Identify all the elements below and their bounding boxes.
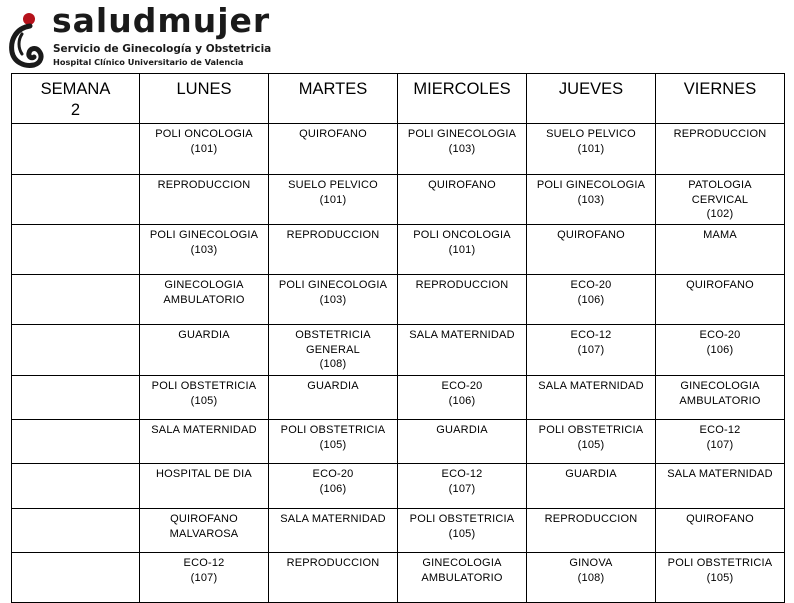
stylized-figure-logo-icon — [8, 10, 44, 68]
schedule-cell-tuesday — [269, 275, 398, 325]
cell-text-line: QUIROFANO — [686, 279, 754, 291]
cell-text-line: MALVAROSA — [169, 527, 239, 540]
cell-text-line: REPRODUCCION — [286, 557, 380, 569]
day-header-thursday: JUEVES — [527, 74, 656, 124]
cell-text-line: PATOLOGIA — [688, 179, 752, 191]
schedule-cell-wednesday — [398, 376, 527, 420]
schedule-cell-friday — [656, 225, 785, 275]
cell-text-line: (101) — [319, 193, 347, 206]
schedule-cell-tuesday — [269, 225, 398, 275]
cell-text-line: ECO-12 — [441, 468, 483, 480]
page-header — [0, 0, 794, 72]
cell-text-line: GUARDIA — [307, 380, 359, 392]
cell-text-line: (103) — [448, 142, 476, 155]
week-column-cell — [12, 225, 140, 275]
cell-text-line: (106) — [448, 394, 476, 407]
cell-text-line: POLI OBSTETRICIA — [151, 380, 257, 392]
schedule-cell-tuesday — [269, 420, 398, 464]
cell-text-line: POLI GINECOLOGIA — [149, 229, 259, 241]
cell-text-line: POLI GINECOLOGIA — [536, 179, 646, 191]
day-header-wednesday: MIERCOLES — [398, 74, 527, 124]
cell-text-line: ECO-20 — [699, 329, 741, 341]
cell-text-line: GINECOLOGIA — [422, 557, 502, 569]
cell-text-line: GUARDIA — [565, 468, 617, 480]
cell-text-line: QUIROFANO — [557, 229, 625, 241]
day-header-tuesday: MARTES — [269, 74, 398, 124]
table-row — [12, 376, 785, 420]
table-row — [12, 509, 785, 553]
schedule-cell-wednesday — [398, 175, 527, 225]
cell-text-line: (105) — [448, 527, 476, 540]
schedule-cell-thursday — [527, 509, 656, 553]
schedule-cell-tuesday — [269, 464, 398, 509]
schedule-cell-monday — [140, 376, 269, 420]
cell-text-line: (107) — [448, 482, 476, 495]
schedule-cell-friday — [656, 275, 785, 325]
cell-text-line: GENERAL — [306, 343, 360, 356]
cell-text-line: (107) — [577, 343, 605, 356]
schedule-cell-friday — [656, 175, 785, 225]
cell-text-line: CERVICAL — [691, 193, 749, 206]
cell-text-line: (103) — [577, 193, 605, 206]
cell-text-line: OBSTETRICIA — [295, 329, 371, 341]
schedule-cell-friday — [656, 464, 785, 509]
cell-text-line: (101) — [190, 142, 218, 155]
cell-text-line: SALA MATERNIDAD — [280, 513, 386, 525]
schedule-cell-friday — [656, 376, 785, 420]
schedule-cell-tuesday — [269, 376, 398, 420]
cell-text-line: (105) — [706, 571, 734, 584]
table-row — [12, 325, 785, 376]
schedule-cell-wednesday — [398, 553, 527, 603]
cell-text-line: AMBULATORIO — [421, 571, 503, 584]
cell-text-line: ECO-12 — [699, 424, 741, 436]
schedule-cell-friday — [656, 325, 785, 376]
schedule-cell-tuesday — [269, 175, 398, 225]
cell-text-line: (103) — [319, 293, 347, 306]
cell-text-line: (105) — [190, 394, 218, 407]
cell-text-line: REPRODUCCION — [157, 179, 251, 191]
cell-text-line: GUARDIA — [178, 329, 230, 341]
schedule-cell-monday — [140, 225, 269, 275]
schedule-cell-monday — [140, 553, 269, 603]
schedule-cell-thursday — [527, 275, 656, 325]
cell-text-line: QUIROFANO — [170, 513, 238, 525]
schedule-cell-thursday — [527, 325, 656, 376]
cell-text-line: (106) — [706, 343, 734, 356]
schedule-cell-monday — [140, 509, 269, 553]
schedule-cell-wednesday — [398, 464, 527, 509]
cell-text-line: (106) — [319, 482, 347, 495]
cell-text-line: QUIROFANO — [299, 128, 367, 140]
cell-text-line: ECO-12 — [570, 329, 612, 341]
cell-text-line: REPRODUCCION — [544, 513, 638, 525]
table-row — [12, 175, 785, 225]
cell-text-line: REPRODUCCION — [415, 279, 509, 291]
brand-name: saludmujer — [52, 1, 271, 40]
schedule-cell-wednesday — [398, 509, 527, 553]
schedule-cell-thursday — [527, 175, 656, 225]
cell-text-line: (105) — [319, 438, 347, 451]
schedule-cell-thursday — [527, 376, 656, 420]
cell-text-line: (101) — [448, 243, 476, 256]
week-column-cell — [12, 175, 140, 225]
cell-text-line: (105) — [577, 438, 605, 451]
schedule-cell-wednesday — [398, 275, 527, 325]
schedule-cell-friday — [656, 553, 785, 603]
cell-text-line: ECO-20 — [312, 468, 354, 480]
schedule-cell-tuesday — [269, 124, 398, 175]
schedule-cell-wednesday — [398, 325, 527, 376]
schedule-cell-tuesday — [269, 553, 398, 603]
schedule-cell-wednesday — [398, 420, 527, 464]
week-column-cell — [12, 464, 140, 509]
cell-text-line: HOSPITAL DE DIA — [156, 468, 252, 480]
schedule-cell-monday — [140, 175, 269, 225]
cell-text-line: ECO-20 — [570, 279, 612, 291]
table-row — [12, 420, 785, 464]
day-header-monday: LUNES — [140, 74, 269, 124]
week-column-cell — [12, 376, 140, 420]
cell-text-line: POLI ONCOLOGIA — [155, 128, 253, 140]
table-row — [12, 464, 785, 509]
schedule-cell-monday — [140, 275, 269, 325]
cell-text-line: GINOVA — [569, 557, 613, 569]
schedule-cell-thursday — [527, 420, 656, 464]
cell-text-line: SUELO PELVICO — [546, 128, 636, 140]
week-column-cell — [12, 124, 140, 175]
schedule-cell-friday — [656, 124, 785, 175]
cell-text-line: QUIROFANO — [686, 513, 754, 525]
cell-text-line: POLI OBSTETRICIA — [409, 513, 515, 525]
week-column-cell — [12, 553, 140, 603]
cell-text-line: (102) — [706, 208, 734, 220]
schedule-cell-thursday — [527, 225, 656, 275]
cell-text-line: SALA MATERNIDAD — [151, 424, 257, 436]
table-row — [12, 553, 785, 603]
cell-text-line: POLI OBSTETRICIA — [280, 424, 386, 436]
schedule-body — [12, 124, 785, 603]
cell-text-line: (101) — [577, 142, 605, 155]
cell-text-line: GUARDIA — [436, 424, 488, 436]
cell-text-line: (108) — [577, 571, 605, 584]
cell-text-line: AMBULATORIO — [163, 293, 245, 306]
cell-text-line: POLI ONCOLOGIA — [413, 229, 511, 241]
cell-text-line: REPRODUCCION — [286, 229, 380, 241]
schedule-cell-tuesday — [269, 325, 398, 376]
header-row — [12, 74, 785, 124]
cell-text-line: ECO-20 — [441, 380, 483, 392]
table-row — [12, 225, 785, 275]
cell-text-line: POLI OBSTETRICIA — [667, 557, 773, 569]
week-column-cell — [12, 325, 140, 376]
table-row — [12, 275, 785, 325]
week-label-line: SEMANA — [40, 80, 111, 98]
cell-text-line: AMBULATORIO — [679, 394, 761, 407]
cell-text-line: POLI OBSTETRICIA — [538, 424, 644, 436]
schedule-cell-monday — [140, 325, 269, 376]
schedule-cell-wednesday — [398, 124, 527, 175]
schedule-cell-thursday — [527, 124, 656, 175]
cell-text-line: (107) — [190, 571, 218, 584]
cell-text-line: SUELO PELVICO — [288, 179, 378, 191]
day-header-friday: VIERNES — [656, 74, 785, 124]
cell-text-line: SALA MATERNIDAD — [667, 468, 773, 480]
cell-text-line: GINECOLOGIA — [164, 279, 244, 291]
week-column-cell — [12, 275, 140, 325]
schedule-cell-monday — [140, 124, 269, 175]
week-column-cell — [12, 420, 140, 464]
schedule-cell-friday — [656, 509, 785, 553]
cell-text-line: (103) — [190, 243, 218, 256]
week-column-cell — [12, 509, 140, 553]
cell-text-line: REPRODUCCION — [673, 128, 767, 140]
weekly-schedule-table — [11, 73, 785, 603]
cell-text-line: (108) — [319, 358, 347, 370]
schedule-cell-monday — [140, 464, 269, 509]
hospital-name: Hospital Clínico Universitario de Valencia — [53, 57, 244, 67]
week-number: 2 — [70, 101, 81, 119]
cell-text-line: (106) — [577, 293, 605, 306]
cell-text-line: QUIROFANO — [428, 179, 496, 191]
schedule-cell-thursday — [527, 464, 656, 509]
cell-text-line: SALA MATERNIDAD — [409, 329, 515, 341]
cell-text-line: ECO-12 — [183, 557, 225, 569]
cell-text-line: MAMA — [703, 229, 737, 241]
week-label-cell — [12, 74, 140, 124]
cell-text-line: POLI GINECOLOGIA — [407, 128, 517, 140]
cell-text-line: GINECOLOGIA — [680, 380, 760, 392]
schedule-cell-monday — [140, 420, 269, 464]
table-row — [12, 124, 785, 175]
cell-text-line: POLI GINECOLOGIA — [278, 279, 388, 291]
service-subtitle: Servicio de Ginecología y Obstetricia — [53, 43, 272, 55]
cell-text-line: SALA MATERNIDAD — [538, 380, 644, 392]
schedule-cell-friday — [656, 420, 785, 464]
schedule-cell-wednesday — [398, 225, 527, 275]
schedule-cell-thursday — [527, 553, 656, 603]
schedule-cell-tuesday — [269, 509, 398, 553]
cell-text-line: (107) — [706, 438, 734, 451]
